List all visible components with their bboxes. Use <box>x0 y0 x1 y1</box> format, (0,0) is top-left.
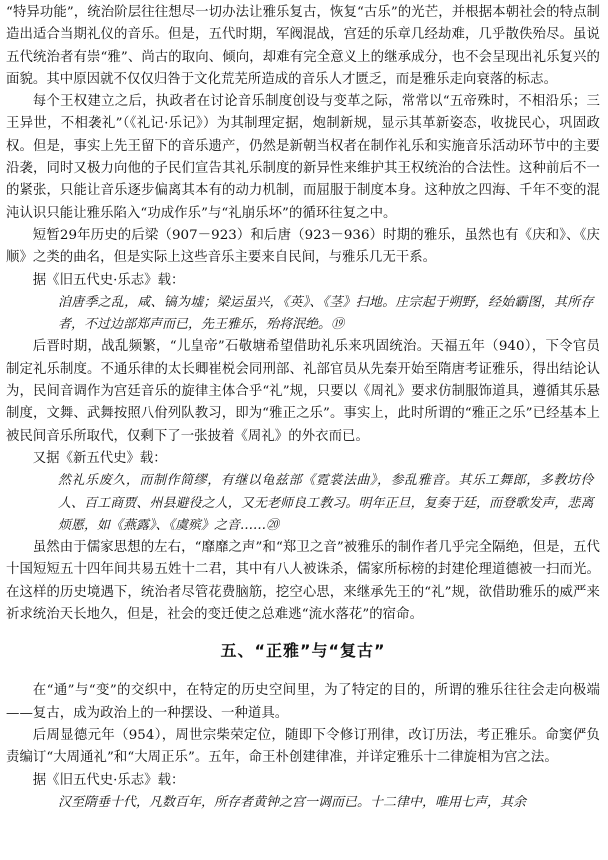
quote-3: 汉至隋垂十代，凡数百年，所存者黄钟之宫一调而已。十二律中，唯用七声，其余 <box>58 794 527 810</box>
citation-1: 据《旧五代史·乐志》载： <box>32 272 185 288</box>
section-heading: 五、“正雅”与“复古” <box>220 641 386 661</box>
document-page <box>6 2 600 814</box>
citation-3: 据《旧五代史·乐志》载： <box>32 772 185 788</box>
paragraph-2: 每个王权建立之后，执政者在讨论音乐制度创设与变革之际，常常以“五帝殊时，不相沿乐；三王异世，不相袭礼”（《礼记·乐记》）为其制理定据，炮制新规，显示其革新姿态，收拢民心，巩固政权。但是，事实上先王留下的音乐遗产，仍然是新朝当权者在制作礼乐和实施音乐活动环节中的主要沿袭，同时又极力向他的子民们宣告其礼乐制度的新异性来维护其王权统治的合法性。这种前后不一的紧张，只能让音乐逐步偏离其本有的动力机制，而屈服于制度本身。这种放之四海、千年不变的混沌认识只能让雅乐陷入“功成作乐”与“礼崩乐坏”的循环往复之中。 <box>6 94 600 221</box>
paragraph-5: 虽然由于儒家思想的左右，“靡靡之声”和“郑卫之音”被雅乐的制作者几乎完全隔绝，但是，五代十国短短五十四年间共易五姓十二君，其中有八人被诛杀，儒家所标榜的封建伦理道德被一扫而光。在这样的历史境遇下，统治者尽管花费脑筋，挖空心思，来继承先王的“礼”规，欲借助雅乐的威严来祈求统治天长地久，但是，社会的变迁使之总难逃“流水落花”的宿命。 <box>6 540 600 623</box>
paragraph-6: 在“通”与“变”的交织中，在特定的历史空间里，为了特定的目的，所谓的雅乐往往会走向极端——复古，成为政治上的一种摆设、一种道具。 <box>6 683 600 721</box>
paragraph-7: 后周显德元年（954），周世宗柴荣定位，随即下令修订刑律，改订历法，考正雅乐。命窦俨负责编订“大周通礼”和“大周正乐”。五年，命王朴创建律准，并详定雅乐十二律旋相为宫之法。 <box>6 727 600 766</box>
quote-1: 洎唐季之乱，咸、镐为墟；梁运虽兴，《英》、《茎》扫地。庄宗起于朔野，经始霸图，其所存者，不过边部郑声而已，先王雅乐，殆将泯绝。⑲ <box>58 294 594 333</box>
paragraph-3: 短暂29年历史的后梁（907－923）和后唐（923－936）时期的雅乐，虽然也有《庆和》、《庆顺》之类的曲名，但是实际上这些音乐主要来自民间，与雅乐几无干系。 <box>6 227 600 266</box>
quote-2: 然礼乐废久，而制作简缪，有继以龟兹部《霓裳法曲》，参乱雅音。其乐工舞郎，多教坊伶人、百工商贾、州县避役之人，又无老师良工教习。明年正旦，复奏于廷，而登歌发声，悲离烦慝，如《燕露》、《虞殡》之音……⑳ <box>58 473 594 533</box>
citation-2: 又据《新五代史》载： <box>32 450 167 466</box>
paragraph-1: “特异功能”，统治阶层往往想尽一切办法让雅乐复古，恢复“古乐”的光芒，并根据本朝社会的特点制造出适合当期礼仪的音乐。但是，五代时期，军阀混战，宫廷的乐章几经劫难，几乎散佚殆尽。虽说五代统治者有崇“雅”、尚古的取向、倾向，却难有完全意义上的继承成分，也不会呈现出礼乐复兴的面貌。其中原因就不仅仅归咎于文化荒芜所造成的音乐人才匮乏，而是雅乐走向衰落的标志。 <box>6 5 600 87</box>
paragraph-4: 后晋时期，战乱频繁，“儿皇帝”石敬塘希望借助礼乐来巩固统治。天福五年（940），下令官员制定礼乐制度。不通乐律的太长卿崔棁会同刑部、礼部官员从先秦开始至隋唐考证雅乐，得出结论认为，民间音调作为宫廷音乐的旋律主体合乎“礼”规，只要以《周礼》要求仿制服饰道具，遵循其乐悬制度，文舞、武舞按照八佾列队教习，即为“雅正之乐”。事实上，此时所谓的“雅正之乐”已经基本上被民间音乐所取代，仅剩下了一张披着《周礼》的外衣而已。 <box>6 339 600 444</box>
